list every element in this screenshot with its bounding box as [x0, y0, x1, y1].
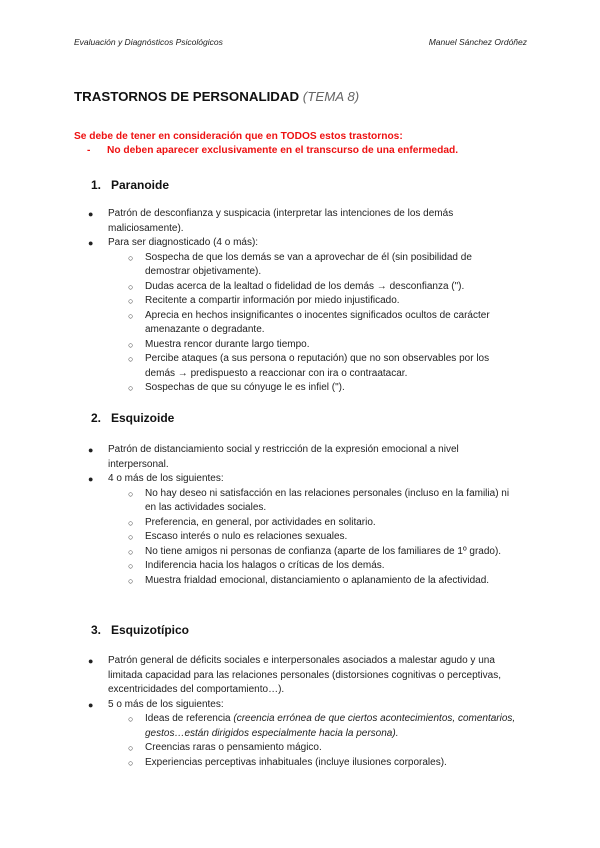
sub-item-text: Experiencias perceptivas inhabituales (incluye ilusiones corporales). [145, 756, 447, 768]
section-title-paranoide [91, 178, 169, 192]
sub-list-item [128, 280, 519, 295]
bullet-icon: ● [88, 656, 94, 666]
sub-item-text: Muestra rencor durante largo tiempo. [145, 338, 310, 350]
sub-item-text: Percibe ataques (a sus persona o reputación) que no son observables por los demás → predispuesto a reaccionar con ira o contraatacar. [145, 353, 490, 379]
list-item [0, 443, 518, 472]
sub-list-item [128, 741, 519, 756]
sub-list-item [128, 574, 519, 589]
warning-line-1: Se debe de tener en consideración que en TODOS estos trastornos: [74, 131, 403, 142]
section-number: 2. [91, 411, 102, 425]
section-list-esquizoide [0, 443, 518, 588]
sub-item-text: Sospecha de que los demás se van a aprovechar de él (sin posibilidad de demostrar objetivamente). [145, 251, 472, 277]
list-item [0, 472, 518, 588]
sub-list [108, 712, 518, 770]
item-text: Patrón de desconfianza y suspicacia (interpretar las intenciones de los demás maliciosamente). [108, 208, 454, 234]
item-text: Patrón de distanciamiento social y restricción de la expresión emocional a nivel interpersonal. [108, 444, 459, 470]
list-item [0, 654, 518, 698]
circle-bullet-icon: ○ [128, 743, 134, 753]
sub-list-item [128, 516, 519, 531]
sub-item-text: No tiene amigos ni personas de confianza (aparte de los familiares de 1º grado). [145, 545, 502, 557]
sub-list-item [128, 487, 519, 516]
section-name: Paranoide [111, 178, 170, 192]
header-author: Manuel Sánchez Ordóñez [428, 37, 527, 47]
sub-list [108, 251, 518, 396]
sub-item-text: Preferencia, en general, por actividades en solitario. [145, 516, 376, 528]
circle-bullet-icon: ○ [128, 546, 134, 557]
sub-list-item [128, 530, 519, 545]
circle-bullet-icon: ○ [128, 310, 134, 321]
circle-bullet-icon: ○ [128, 252, 134, 263]
section-list-paranoide [0, 207, 518, 396]
header-subject: Evaluación y Diagnósticos Psicológicos [74, 37, 223, 47]
section-name: Esquizoide [111, 411, 175, 425]
section-number: 3. [91, 623, 102, 637]
sub-list-item [128, 381, 519, 396]
item-text: 5 o más de los siguientes: [108, 698, 224, 710]
section-name: Esquizotípico [111, 623, 189, 637]
sub-item-text: No hay deseo ni satisfacción en las relaciones personales (incluso en la familia) ni en las actividades sociales. [145, 487, 510, 513]
sub-list-item [128, 559, 519, 574]
circle-bullet-icon: ○ [128, 354, 134, 364]
circle-bullet-icon: ○ [128, 517, 134, 528]
list-item [0, 236, 518, 396]
sub-list-item [128, 338, 519, 353]
sub-list-item [128, 251, 519, 280]
sub-item-text: Sospechas de que su cónyuge le es infiel ("). [145, 382, 345, 393]
circle-bullet-icon: ○ [128, 561, 134, 571]
bullet-icon: ● [88, 209, 94, 219]
item-text: Para ser diagnosticado (4 o más): [108, 237, 259, 248]
circle-bullet-icon: ○ [128, 339, 134, 350]
circle-bullet-icon: ○ [128, 714, 134, 724]
sub-list-item [128, 545, 519, 560]
item-text: Patrón general de déficits sociales e interpersonales asociados a malestar agudo y una limitada capacidad para las relaciones personales (distorsiones cognitivas o perceptivas, excentricidades del comportamiento…). [108, 655, 501, 695]
circle-bullet-icon: ○ [128, 757, 134, 768]
section-list-esquizotipico [0, 654, 518, 770]
warning-dash: - [87, 145, 91, 156]
sub-item-italic-note: (creencia errónea de que ciertos acontecimientos, comentarios, gestos…están dirigidos especialmente hacia la persona). [145, 713, 516, 739]
section-number: 1. [91, 178, 102, 192]
bullet-icon: ● [88, 699, 94, 710]
sub-list-item [128, 352, 519, 381]
document-title [74, 89, 359, 104]
sub-item-text: Aprecia en hechos insignificantes o inocentes significados ocultos de carácter amenazante o degradante. [145, 309, 490, 335]
sub-item-text: Indiferencia hacia los halagos o críticas de los demás. [145, 560, 385, 571]
warning-line-2: No deben aparecer exclusivamente en el transcurso de una enfermedad. [107, 145, 459, 156]
sub-item-text: Escaso interés o nulo es relaciones sexuales. [145, 531, 348, 542]
sub-item-text: Ideas de referencia [145, 713, 234, 724]
circle-bullet-icon: ○ [128, 532, 134, 542]
sub-item-text: Creencias raras o pensamiento mágico. [145, 742, 322, 753]
circle-bullet-icon: ○ [128, 383, 134, 393]
item-text: 4 o más de los siguientes: [108, 473, 224, 484]
sub-list-item [128, 309, 519, 338]
bullet-icon: ● [88, 474, 94, 484]
circle-bullet-icon: ○ [128, 281, 134, 292]
sub-list-item [128, 712, 519, 741]
section-title-esquizoide [91, 411, 174, 425]
sub-item-text: Dudas acerca de la lealtad o fidelidad de los demás → desconfianza ("). [145, 280, 465, 292]
list-item [0, 207, 518, 236]
title-tema: (TEMA 8) [302, 89, 360, 104]
circle-bullet-icon: ○ [128, 575, 134, 586]
bullet-icon: ● [88, 238, 94, 248]
sub-list-item [128, 756, 519, 771]
section-title-esquizotipico [91, 623, 189, 637]
circle-bullet-icon: ○ [128, 296, 134, 306]
warning-note [74, 130, 459, 156]
title-main: TRASTORNOS DE PERSONALIDAD [74, 89, 300, 104]
circle-bullet-icon: ○ [128, 488, 134, 499]
sub-item-text: Muestra frialdad emocional, distanciamiento o aplanamiento de la afectividad. [145, 574, 490, 586]
sub-list [108, 487, 518, 589]
sub-item-text: Recitente a compartir información por miedo injustificado. [145, 295, 400, 306]
bullet-icon: ● [88, 445, 94, 455]
sub-list-item [128, 294, 519, 309]
list-item [0, 698, 518, 771]
